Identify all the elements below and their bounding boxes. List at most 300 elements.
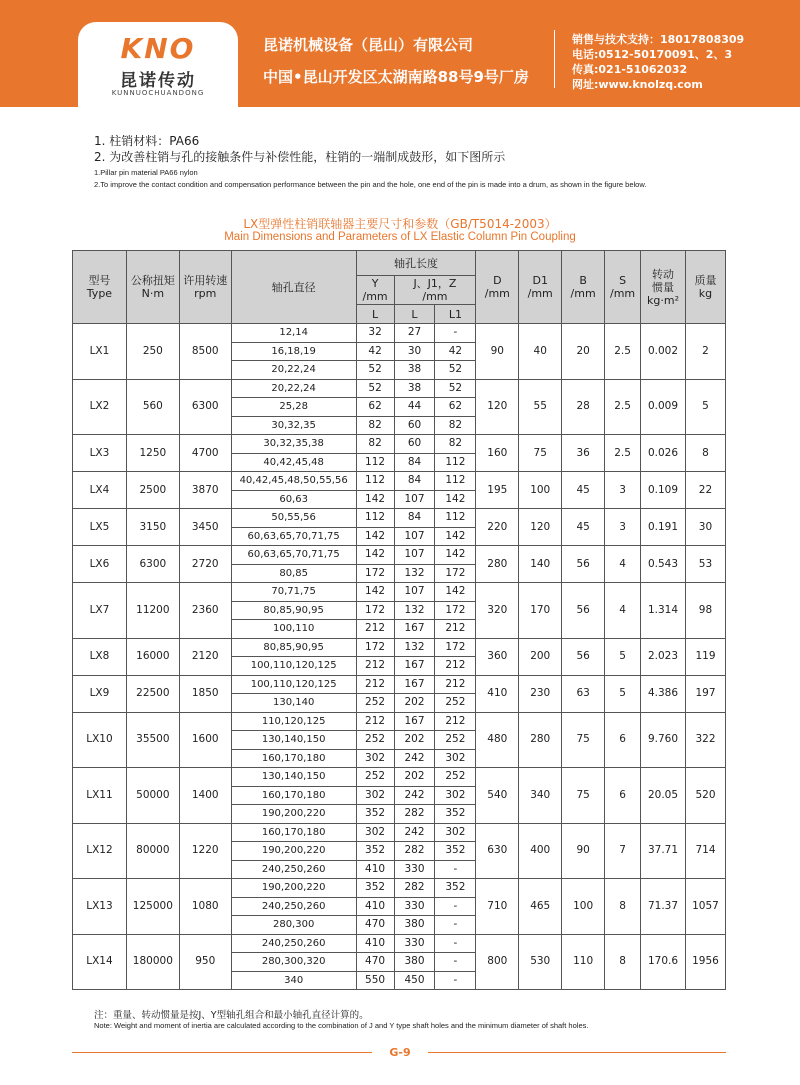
cell-length-j: 380 [394,953,435,972]
notes-chinese [94,132,505,164]
cell-type: LX13 [73,879,127,935]
cell-length-j: 132 [394,564,435,583]
cell-d1: 200 [519,638,562,675]
cell-bore-diameter: 25,28 [231,398,356,417]
cell-speed: 8500 [179,324,231,380]
table-row [73,509,726,528]
header-speed-text: 许用转速 rpm [183,274,228,300]
cell-d1: 230 [519,675,562,712]
cell-bore-diameter: 20,22,24 [231,361,356,380]
cell-b: 75 [562,768,605,824]
cell-bore-diameter: 190,200,220 [231,879,356,898]
note-drum: 2. 为改善柱销与孔的接触条件与补偿性能，柱销的一端制成鼓形，如下图所示 [94,150,506,164]
cell-mass: 197 [685,675,725,712]
notes-english [94,168,646,192]
cell-d: 160 [476,435,519,472]
table-row [73,768,726,787]
cell-type: LX2 [73,379,127,435]
cell-length-j: 107 [394,527,435,546]
cell-s: 8 [605,934,641,990]
cell-length-y: 62 [356,398,394,417]
header-inertia [641,251,686,324]
cell-mass: 5 [685,379,725,435]
cell-torque: 80000 [126,823,179,879]
cell-d: 90 [476,324,519,380]
cell-type: LX1 [73,324,127,380]
cell-d1: 280 [519,712,562,768]
cell-d1: 75 [519,435,562,472]
cell-torque: 35500 [126,712,179,768]
cell-length-j: 330 [394,860,435,879]
logo-english-name: KUNNUOCHUANDONG [111,89,205,97]
cell-length-j: 380 [394,916,435,935]
cell-d1: 340 [519,768,562,824]
cell-torque: 22500 [126,675,179,712]
cell-length-l1: 352 [435,879,476,898]
cell-length-j: 282 [394,805,435,824]
header-j [394,276,476,305]
cell-bore-diameter: 40,42,45,48,50,55,56 [231,472,356,491]
cell-mass: 8 [685,435,725,472]
cell-length-y: 82 [356,416,394,435]
cell-torque: 1250 [126,435,179,472]
cell-d1: 530 [519,934,562,990]
cell-mass: 119 [685,638,725,675]
cell-b: 75 [562,712,605,768]
cell-bore-diameter: 160,170,180 [231,786,356,805]
cell-bore-diameter: 50,55,56 [231,509,356,528]
header-s [605,251,641,324]
cell-b: 56 [562,583,605,639]
cell-d1: 100 [519,472,562,509]
header-d1 [519,251,562,324]
cell-speed: 950 [179,934,231,990]
cell-length-y: 352 [356,805,394,824]
cell-type: LX10 [73,712,127,768]
cell-s: 5 [605,675,641,712]
cell-length-y: 172 [356,564,394,583]
note-material-en: 1.Pillar pin material PA66 nylon [94,168,198,177]
cell-length-y: 410 [356,934,394,953]
cell-length-j: 167 [394,675,435,694]
cell-length-j: 202 [394,768,435,787]
header-l1 [435,305,476,324]
cell-type: LX8 [73,638,127,675]
cell-length-l1: 82 [435,435,476,454]
header-inertia-text: 转动 惯量 kg·m² [647,267,679,307]
company-logo [78,22,238,107]
cell-mass: 1057 [685,879,725,935]
logo-mark: KNO [120,32,196,65]
cell-length-j: 282 [394,879,435,898]
cell-bore-diameter: 280,300 [231,916,356,935]
cell-length-l1: 112 [435,509,476,528]
cell-inertia: 71.37 [641,879,686,935]
cell-length-l1: - [435,971,476,990]
cell-speed: 2720 [179,546,231,583]
cell-d: 280 [476,546,519,583]
cell-mass: 53 [685,546,725,583]
table-row [73,472,726,491]
cell-bore-diameter: 16,18,19 [231,342,356,361]
cell-type: LX14 [73,934,127,990]
table-row [73,324,726,343]
header-divider [554,30,555,88]
cell-length-l1: 142 [435,546,476,565]
cell-b: 36 [562,435,605,472]
cell-torque: 11200 [126,583,179,639]
cell-s: 3 [605,509,641,546]
cell-length-y: 112 [356,509,394,528]
company-address: 中国•昆山开发区太湖南路88号9号厂房 [263,68,529,86]
cell-torque: 16000 [126,638,179,675]
cell-length-j: 107 [394,583,435,602]
cell-length-y: 302 [356,749,394,768]
cell-speed: 1600 [179,712,231,768]
header-mass-text: 质量 kg [694,274,717,300]
header-torque-text: 公称扭矩 N·m [130,274,175,300]
cell-speed: 1400 [179,768,231,824]
cell-torque: 50000 [126,768,179,824]
cell-length-y: 470 [356,916,394,935]
cell-bore-diameter: 110,120,125 [231,712,356,731]
cell-speed: 4700 [179,435,231,472]
header-bore [231,251,356,324]
cell-length-l1: 302 [435,823,476,842]
cell-d: 120 [476,379,519,435]
cell-length-y: 252 [356,694,394,713]
spec-table [72,250,726,990]
cell-bore-diameter: 130,140 [231,694,356,713]
cell-speed: 1850 [179,675,231,712]
header-bore-text: 轴孔直径 [271,280,316,294]
header-d [476,251,519,324]
cell-length-l1: 212 [435,620,476,639]
cell-s: 3 [605,472,641,509]
cell-length-l1: 212 [435,675,476,694]
cell-length-l1: - [435,934,476,953]
cell-d: 195 [476,472,519,509]
cell-type: LX6 [73,546,127,583]
cell-length-y: 52 [356,361,394,380]
cell-bore-diameter: 80,85,90,95 [231,638,356,657]
cell-length-y: 212 [356,657,394,676]
cell-b: 100 [562,879,605,935]
cell-mass: 520 [685,768,725,824]
contact-phone: 电话:0512-50170091、2、3 [572,48,733,61]
cell-d1: 40 [519,324,562,380]
cell-bore-diameter: 100,110,120,125 [231,657,356,676]
cell-length-l1: 82 [435,416,476,435]
cell-mass: 1956 [685,934,725,990]
cell-b: 45 [562,472,605,509]
cell-d: 540 [476,768,519,824]
cell-bore-diameter: 190,200,220 [231,842,356,861]
header-mass [685,251,725,324]
header-y-text: Y /mm [362,277,388,303]
cell-b: 45 [562,509,605,546]
cell-length-y: 112 [356,453,394,472]
cell-torque: 250 [126,324,179,380]
cell-length-j: 132 [394,601,435,620]
header-y [356,276,394,305]
cell-b: 63 [562,675,605,712]
contact-website: 网址:www.knolzq.com [572,78,703,91]
cell-inertia: 20.05 [641,768,686,824]
cell-length-y: 52 [356,379,394,398]
cell-length-l1: 352 [435,842,476,861]
table-row [73,638,726,657]
cell-length-y: 142 [356,527,394,546]
cell-length-l1: 212 [435,657,476,676]
header-d-text: D /mm [484,274,510,300]
cell-d1: 400 [519,823,562,879]
cell-inertia: 1.314 [641,583,686,639]
table-row [73,435,726,454]
header-length [356,251,476,276]
cell-speed: 2120 [179,638,231,675]
cell-d: 410 [476,675,519,712]
cell-length-l1: - [435,916,476,935]
cell-bore-diameter: 240,250,260 [231,934,356,953]
cell-length-y: 410 [356,860,394,879]
cell-type: LX4 [73,472,127,509]
cell-speed: 3450 [179,509,231,546]
cell-bore-diameter: 190,200,220 [231,805,356,824]
cell-bore-diameter: 80,85,90,95 [231,601,356,620]
cell-length-y: 302 [356,823,394,842]
cell-length-l1: 172 [435,638,476,657]
cell-length-l1: - [435,860,476,879]
cell-bore-diameter: 60,63,65,70,71,75 [231,546,356,565]
cell-torque: 2500 [126,472,179,509]
cell-length-l1: 302 [435,786,476,805]
cell-d: 710 [476,879,519,935]
cell-speed: 6300 [179,379,231,435]
company-name: 昆诺机械设备（昆山）有限公司 [263,36,474,54]
cell-length-l1: 252 [435,694,476,713]
cell-d1: 120 [519,509,562,546]
cell-inertia: 0.009 [641,379,686,435]
cell-length-j: 27 [394,324,435,343]
cell-torque: 125000 [126,879,179,935]
cell-bore-diameter: 12,14 [231,324,356,343]
header-speed [179,251,231,324]
cell-d: 480 [476,712,519,768]
cell-bore-diameter: 30,32,35,38 [231,435,356,454]
cell-type: LX7 [73,583,127,639]
header-s-text: S /mm [609,274,636,300]
table-row [73,546,726,565]
cell-inertia: 37.71 [641,823,686,879]
cell-s: 5 [605,638,641,675]
cell-length-y: 112 [356,472,394,491]
cell-length-j: 202 [394,731,435,750]
header-d1-text: D1 /mm [527,274,553,300]
cell-length-j: 132 [394,638,435,657]
cell-bore-diameter: 160,170,180 [231,823,356,842]
cell-s: 6 [605,712,641,768]
cell-length-y: 32 [356,324,394,343]
table-row [73,675,726,694]
cell-length-j: 107 [394,490,435,509]
cell-bore-diameter: 70,71,75 [231,583,356,602]
footnote-en: Note: Weight and moment of inertia are calculated according to the combination of J and Y type shaft holes and the minimum diameter of shaft holes. [94,1021,589,1030]
cell-d1: 140 [519,546,562,583]
cell-length-l1: 42 [435,342,476,361]
cell-b: 56 [562,546,605,583]
table-row [73,879,726,898]
cell-length-l1: 252 [435,731,476,750]
cell-length-y: 82 [356,435,394,454]
cell-length-y: 142 [356,490,394,509]
cell-inertia: 2.023 [641,638,686,675]
cell-bore-diameter: 100,110 [231,620,356,639]
cell-torque: 6300 [126,546,179,583]
cell-length-l1: - [435,324,476,343]
cell-length-l1: 112 [435,472,476,491]
header-b [562,251,605,324]
cell-length-y: 212 [356,712,394,731]
cell-inertia: 0.002 [641,324,686,380]
cell-d: 320 [476,583,519,639]
table-title-en: Main Dimensions and Parameters of LX Elastic Column Pin Coupling [224,231,576,243]
table-row [73,934,726,953]
cell-type: LX9 [73,675,127,712]
cell-length-l1: 52 [435,379,476,398]
cell-length-y: 252 [356,731,394,750]
cell-bore-diameter: 240,250,260 [231,860,356,879]
table-row [73,712,726,731]
header-l-y [356,305,394,324]
table-row [73,379,726,398]
cell-speed: 1220 [179,823,231,879]
cell-length-j: 107 [394,546,435,565]
cell-bore-diameter: 340 [231,971,356,990]
cell-length-l1: 172 [435,601,476,620]
cell-d: 800 [476,934,519,990]
cell-bore-diameter: 60,63 [231,490,356,509]
cell-length-j: 44 [394,398,435,417]
cell-mass: 98 [685,583,725,639]
footnote-cn: 注：重量、转动惯量是按J、Y型轴孔组合和最小轴孔直径计算的。 [94,1010,369,1021]
header-j-text: J、J1，Z /mm [413,277,457,303]
cell-length-y: 172 [356,601,394,620]
cell-speed: 2360 [179,583,231,639]
cell-d1: 55 [519,379,562,435]
cell-bore-diameter: 30,32,35 [231,416,356,435]
cell-length-l1: 212 [435,712,476,731]
contact-fax: 传真:021-51062032 [572,63,688,76]
cell-s: 2.5 [605,324,641,380]
cell-length-y: 302 [356,786,394,805]
cell-b: 28 [562,379,605,435]
cell-inertia: 9.760 [641,712,686,768]
cell-b: 20 [562,324,605,380]
cell-s: 4 [605,583,641,639]
table-row [73,583,726,602]
cell-torque: 560 [126,379,179,435]
cell-d: 220 [476,509,519,546]
cell-s: 2.5 [605,379,641,435]
cell-inertia: 0.109 [641,472,686,509]
cell-length-y: 42 [356,342,394,361]
header-b-text: B /mm [570,274,596,300]
cell-length-j: 60 [394,416,435,435]
cell-bore-diameter: 280,300,320 [231,953,356,972]
cell-length-j: 242 [394,749,435,768]
cell-bore-diameter: 60,63,65,70,71,75 [231,527,356,546]
cell-length-l1: 112 [435,453,476,472]
table-title-cn: LX型弹性柱销联轴器主要尺寸和参数（GB/T5014-2003） [243,217,557,231]
cell-length-j: 282 [394,842,435,861]
cell-mass: 22 [685,472,725,509]
cell-type: LX12 [73,823,127,879]
cell-length-l1: 172 [435,564,476,583]
cell-length-l1: 62 [435,398,476,417]
cell-length-y: 352 [356,842,394,861]
header-l-j-text: L [411,307,418,321]
cell-b: 56 [562,638,605,675]
cell-inertia: 0.543 [641,546,686,583]
cell-length-y: 172 [356,638,394,657]
header-l1-text: L1 [448,307,462,321]
header-length-text: 轴孔长度 [393,256,438,270]
table-row [73,823,726,842]
cell-bore-diameter: 100,110,120,125 [231,675,356,694]
cell-length-l1: 142 [435,527,476,546]
cell-length-l1: - [435,953,476,972]
cell-s: 6 [605,768,641,824]
cell-length-j: 38 [394,379,435,398]
cell-length-j: 84 [394,472,435,491]
cell-bore-diameter: 130,140,150 [231,768,356,787]
cell-length-l1: 52 [435,361,476,380]
header-l-j [394,305,435,324]
cell-length-j: 450 [394,971,435,990]
cell-inertia: 170.6 [641,934,686,990]
cell-s: 4 [605,546,641,583]
logo-chinese-name: 昆诺传动 [120,71,196,91]
cell-length-l1: 142 [435,583,476,602]
cell-b: 90 [562,823,605,879]
cell-length-y: 212 [356,675,394,694]
cell-s: 7 [605,823,641,879]
cell-length-j: 84 [394,509,435,528]
cell-length-y: 252 [356,768,394,787]
cell-length-j: 38 [394,361,435,380]
cell-length-j: 330 [394,934,435,953]
cell-length-j: 60 [394,435,435,454]
header-type [73,251,127,324]
cell-length-y: 550 [356,971,394,990]
cell-bore-diameter: 130,140,150 [231,731,356,750]
cell-d1: 170 [519,583,562,639]
note-material: 1. 柱销材料：PA66 [94,134,200,148]
cell-bore-diameter: 160,170,180 [231,749,356,768]
cell-length-j: 167 [394,712,435,731]
cell-inertia: 0.026 [641,435,686,472]
cell-d: 630 [476,823,519,879]
cell-length-j: 330 [394,897,435,916]
cell-length-y: 470 [356,953,394,972]
cell-speed: 3870 [179,472,231,509]
cell-inertia: 0.191 [641,509,686,546]
cell-d1: 465 [519,879,562,935]
header-type-text: 型号 Type [86,274,113,300]
cell-length-y: 352 [356,879,394,898]
cell-length-j: 167 [394,657,435,676]
